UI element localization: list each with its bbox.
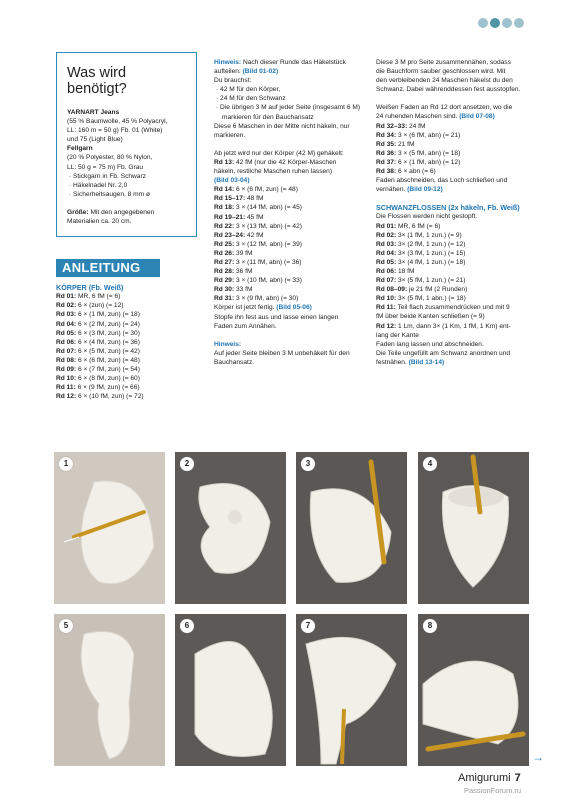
- image-ref: (Bild 07-08): [459, 113, 495, 121]
- step-number: 5: [59, 619, 73, 633]
- yarn-1-name: YARNART Jeans: [67, 109, 120, 116]
- need-item-text: 42 M für den Körper,: [220, 86, 281, 94]
- round-line: [56, 292, 196, 301]
- step-photo-5: [54, 614, 165, 766]
- koerper-rounds: [56, 292, 196, 401]
- step-photo-3: [296, 452, 407, 604]
- continue-arrow-icon: →: [532, 750, 544, 764]
- step-number: 3: [301, 457, 315, 471]
- schwanzflossen-heading: SCHWANZFLOSSEN (2x häkeln, Fb. Weiß): [376, 203, 520, 213]
- round-label: Rd 12:: [56, 393, 77, 401]
- indicator-dot: [502, 18, 512, 28]
- material-bullet-text: Sicherheitsaugen, 8 mm ø: [73, 190, 150, 198]
- round-text: 3× (3 fM, 1 zun.) (= 15): [396, 249, 466, 257]
- round-line: [376, 258, 526, 267]
- hinweis-2-label: Hinweis:: [214, 340, 242, 348]
- para-line: den verbleibenden 24 Maschen häkelst du den: [376, 77, 513, 85]
- round-line: [214, 222, 362, 231]
- yarn-2-line: LL: 50 g = 75 m) Fb. Grau: [67, 163, 144, 171]
- round-text: 6 × abn (= 6): [396, 168, 436, 176]
- round-line: [376, 294, 526, 303]
- step-number: 4: [423, 457, 437, 471]
- para-line: Die Teile ungefüllt am Schwanz anordnen und: [376, 349, 511, 357]
- round-label: Rd 07:: [56, 347, 77, 355]
- size-text: Mit den angegebenen: [88, 208, 155, 216]
- fertig-line: [214, 303, 362, 312]
- end-text: festnähen.: [376, 358, 409, 366]
- rd11: [376, 303, 526, 312]
- weiss-text: 24 ruhenden Maschen sind.: [376, 113, 460, 121]
- round-line: [376, 167, 526, 176]
- round-text: 3 × (11 fM, abn) (= 36): [234, 258, 302, 266]
- round-label: Rd 37:: [376, 158, 397, 166]
- page-number: 7: [514, 772, 521, 784]
- round-text: 3 × (6 fM, abn) (= 21): [396, 131, 461, 139]
- round-label: Rd 32–33:: [376, 122, 408, 130]
- page-footer: [458, 772, 521, 784]
- round-label: Rd 28:: [214, 268, 235, 276]
- round-label: Rd 01:: [376, 222, 397, 230]
- round-text: 6 × (7 fM, zun) (= 54): [76, 365, 140, 373]
- round-line: [376, 231, 526, 240]
- step-photo-8: [418, 614, 529, 766]
- round-text: 3× (5 fM, 1 abn.) (= 18): [396, 295, 466, 303]
- round-label: Rd 06:: [56, 338, 77, 346]
- material-bullet-text: Häkelnadel Nr. 2,0: [73, 181, 128, 189]
- round-line: [56, 392, 196, 401]
- column-body-instructions: [214, 58, 362, 367]
- round-label: Rd 07:: [376, 277, 397, 285]
- anleitung-banner: ANLEITUNG: [56, 259, 160, 277]
- round-line: [376, 240, 526, 249]
- round-label: Rd 04:: [376, 249, 397, 257]
- round-text: 6 × (4 fM, zun) (= 36): [76, 338, 140, 346]
- yarn-1-line: (55 % Baumwolle, 45 % Polyacryl,: [67, 118, 168, 126]
- round-text: 3× (5 fM, 1 zun.) (= 21): [396, 277, 466, 285]
- yarn-1-line: und 75 (Light Blue): [67, 136, 123, 144]
- hinweis-text: aufteilen.: [214, 68, 243, 76]
- round-line: [376, 222, 526, 231]
- step-photo-7: [296, 614, 407, 766]
- round-line: [376, 122, 526, 131]
- round-text: 3 × (5 fM, abn) (= 18): [396, 149, 461, 157]
- round-line: [214, 203, 362, 212]
- round-text: 3 × (13 fM, abn) (= 42): [234, 222, 302, 230]
- round-line: [214, 258, 362, 267]
- round-line: [56, 310, 196, 319]
- need-item: · 24 M für den Schwanz: [216, 95, 286, 103]
- need-item: · Die übrigen 3 M auf jeder Seite (insgesamt 6 M): [216, 104, 361, 112]
- round-label: Rd 01:: [56, 293, 77, 301]
- round-text: MR, 6 fM (= 6): [76, 293, 121, 301]
- materials-title: Was wird benötigt?: [67, 65, 127, 97]
- image-ref: (Bild 01-02): [242, 68, 279, 76]
- round-text: 45 fM: [245, 213, 264, 221]
- hinweis-1: [214, 58, 362, 67]
- round-label: Rd 02:: [376, 231, 397, 239]
- round-label: Rd 02:: [56, 302, 77, 310]
- round-label: Rd 09:: [56, 365, 77, 373]
- magazine-name: Amigurumi: [458, 772, 511, 784]
- round-label: Rd 36:: [376, 149, 397, 157]
- abschneiden-line: [376, 185, 526, 194]
- fertig-text: Körper ist jetzt fertig.: [214, 304, 277, 312]
- yarn-1-line: LL: 160 m = 50 g) Fb. 01 (White): [67, 127, 163, 135]
- round-line: [214, 213, 362, 222]
- round-text: 21 fM: [396, 140, 415, 148]
- step-photo-1: [54, 452, 165, 604]
- para-line: Bauchansatz.: [214, 358, 254, 366]
- round-label: Rd 08:: [56, 356, 77, 364]
- round-text: 6 × (zun) (= 12): [76, 302, 124, 310]
- round-label: Rd 11:: [56, 384, 76, 392]
- yarn-2-line: (20 % Polyester, 80 % Nylon,: [67, 154, 153, 162]
- size-line-2: Materialien ca. 20 cm.: [67, 218, 132, 226]
- round-line: [214, 267, 362, 276]
- round-line: [376, 131, 526, 140]
- du-brauchst: Du brauchst:: [214, 77, 252, 85]
- round-text: 24 fM: [407, 122, 426, 130]
- para-line: Diese 3 M pro Seite zusammennähen, sodass: [376, 59, 511, 66]
- step-number: 8: [423, 619, 437, 633]
- body-rounds: [214, 185, 362, 303]
- round-line: [376, 140, 526, 149]
- round-line: [376, 267, 526, 276]
- step-number: 2: [180, 457, 194, 471]
- hinweis-label: Hinweis:: [214, 59, 242, 66]
- size-line: [67, 208, 186, 217]
- round-text: 42 fM: [245, 231, 264, 239]
- step-photo-6: [175, 614, 286, 766]
- round-label: Rd 29:: [214, 277, 235, 285]
- material-bullet-text: Stickgarn in Fb. Schwarz: [73, 172, 146, 180]
- hinweis-1-cont: [214, 67, 362, 76]
- round-text: 18 fM: [396, 267, 415, 275]
- round-text: 6 × (5 fM, zun) (= 42): [76, 347, 140, 355]
- round-label: Rd 03:: [56, 311, 77, 319]
- round-text: je 21 fM (2 Runden): [407, 286, 468, 294]
- round-text: 3× (1 fM, 1 zun.) (= 9): [396, 231, 462, 239]
- round-label: Rd 03:: [376, 240, 397, 248]
- round-text: 6 × (2 fM, zun) (= 24): [76, 320, 140, 328]
- para-line: Faden lang lassen und abschneiden.: [376, 340, 484, 348]
- fin-rounds: [376, 222, 526, 304]
- round-text: 6 × (9 fM, zun) (= 66): [75, 384, 140, 392]
- round-label: Rd 10:: [376, 295, 397, 303]
- rd13-cont: häkeln, restliche Maschen ruhen lassen): [214, 168, 333, 176]
- round-label: Rd 35:: [376, 140, 397, 148]
- round-label: Rd 11:: [376, 304, 396, 312]
- round-text: 3 × (10 fM, abn) (= 33): [234, 277, 302, 285]
- round-text: 3× (2 fM, 1 zun.) (= 12): [396, 240, 466, 248]
- step-number: 1: [59, 457, 73, 471]
- round-text: 3× (4 fM, 1 zun.) (= 18): [396, 258, 466, 266]
- round-label: Rd 34:: [376, 131, 397, 139]
- round-text: 6 × (10 fM, zun) (= 72): [76, 393, 144, 401]
- section-indicator-dots: [478, 18, 524, 28]
- round-line: [214, 276, 362, 285]
- round-line: [56, 329, 196, 338]
- weiss-line: [376, 112, 526, 121]
- round-line: [214, 194, 362, 203]
- round-text: 39 fM: [234, 249, 253, 257]
- round-text: 6 × (6 fM, zun) (= 48): [76, 356, 140, 364]
- column-tail-instructions: [376, 58, 526, 367]
- round-label: Rd 25:: [214, 240, 235, 248]
- image-ref: (Bild 05-06): [276, 304, 312, 312]
- round-line: [214, 240, 362, 249]
- round-line: [376, 285, 526, 294]
- round-line: [214, 294, 362, 303]
- indicator-dot: [514, 18, 524, 28]
- yarn-2-name: Fellgarn: [67, 145, 93, 153]
- round-label: Rd 30:: [214, 286, 235, 294]
- material-bullet: · Stickgarn in Fb. Schwarz: [69, 172, 146, 180]
- round-text: 6 × (3 fM, zun) (= 30): [76, 329, 140, 337]
- para-line: Die Flossen werden nicht gestopft.: [376, 213, 478, 221]
- indicator-dot-active: [490, 18, 500, 28]
- round-label: Rd 26:: [214, 249, 235, 257]
- round-line: [376, 158, 526, 167]
- round-text: 3 × (12 fM, abn) (= 39): [234, 240, 302, 248]
- round-line: [214, 285, 362, 294]
- round-label: Rd 15–17:: [214, 195, 246, 203]
- round-line: [214, 249, 362, 258]
- round-line: [56, 356, 196, 365]
- round-line: [56, 365, 196, 374]
- round-text: 3 × (14 fM, abn) (= 45): [234, 204, 302, 212]
- round-label: Rd 19–21:: [214, 213, 246, 221]
- round-text: 33 fM: [234, 286, 253, 294]
- need-item-text: Die übrigen 3 M auf jeder Seite (insgesamt 6 M): [220, 104, 361, 112]
- end-line: [376, 358, 526, 367]
- para-line: die Bauchform sauber geschlossen wird. Mit: [376, 68, 506, 76]
- column-materials: [56, 52, 196, 401]
- need-item-text: 24 M für den Schwanz: [220, 95, 286, 103]
- round-label: Rd 27:: [214, 258, 235, 266]
- para-line: Weißen Faden an Rd 12 dort ansetzen, wo die: [376, 104, 513, 112]
- hinweis-text: Nach dieser Runde das Häkelstück: [241, 59, 346, 66]
- image-ref: (Bild 09-12): [407, 186, 443, 194]
- image-ref: (Bild 03-04): [214, 177, 250, 185]
- para-line: Stopfe ihn fest aus und lasse einen langen: [214, 313, 339, 321]
- round-label: Rd 12:: [376, 322, 397, 330]
- round-text: MR, 6 fM (= 6): [396, 222, 441, 230]
- need-item: · 42 M für den Körper,: [216, 86, 281, 94]
- round-line: [56, 374, 196, 383]
- para-line: Diese 6 Maschen in der Mitte nicht häkeln, nur: [214, 122, 350, 130]
- round-label: Rd 14:: [214, 186, 235, 194]
- para-line: Faden zum Annähen.: [214, 322, 277, 330]
- round-text: 6 × (1 fM, zun) (= 18): [76, 311, 140, 319]
- tail-rounds: [376, 122, 526, 177]
- round-text: 42 fM (nur die 42 Körper-Maschen: [234, 158, 337, 166]
- step-photo-2: [175, 452, 286, 604]
- round-line: [214, 231, 362, 240]
- round-line: [56, 338, 196, 347]
- round-text: 6 × (8 fM, zun) (= 60): [76, 375, 140, 383]
- round-label: Rd 05:: [376, 258, 397, 266]
- materials-box: [56, 52, 197, 237]
- para-line: Schwanz. Dabei währenddessen fest ausstopfen.: [376, 86, 521, 94]
- round-text: 48 fM: [245, 195, 264, 203]
- round-label: Rd 10:: [56, 375, 77, 383]
- abschneiden-text: vernähen.: [376, 186, 408, 194]
- step-photo-4: [418, 452, 529, 604]
- need-item-cont: markieren für den Bauchansatz: [222, 113, 314, 121]
- image-ref: (Bild 13-14): [408, 358, 445, 366]
- size-label: Größe:: [67, 208, 89, 216]
- round-text: 1 Lm, dann 3× (1 Km, 1 fM, 1 Km) ent-: [396, 322, 511, 330]
- watermark: PassionForum.ru: [464, 786, 522, 795]
- step-number: 7: [301, 619, 315, 633]
- para-line: markieren.: [214, 131, 246, 139]
- round-text: Teil flach zusammendrücken und mit 9: [395, 304, 510, 312]
- koerper-heading: KÖRPER (Fb. Weiß): [56, 283, 124, 293]
- round-line: [376, 249, 526, 258]
- round-label: Rd 38:: [376, 168, 397, 176]
- round-line: [376, 149, 526, 158]
- round-text: 36 fM: [234, 268, 253, 276]
- round-line: [214, 185, 362, 194]
- round-text: 3 × (9 fM, abn) (= 30): [234, 295, 299, 303]
- round-label: Rd 23–24:: [214, 231, 246, 239]
- step-number: 6: [180, 619, 194, 633]
- round-line: [376, 276, 526, 285]
- rd13: [214, 158, 362, 167]
- material-bullet: · Häkelnadel Nr. 2,0: [69, 181, 128, 189]
- round-label: Rd 31:: [214, 295, 235, 303]
- para-line: Auf jeder Seite bleiben 3 M unbehäkelt für den: [214, 349, 350, 357]
- round-line: [56, 347, 196, 356]
- round-line: [56, 320, 196, 329]
- round-line: [56, 301, 196, 310]
- para-line: Ab jetzt wird nur der Körper (42 M) gehäkelt:: [214, 149, 344, 157]
- round-label: Rd 06:: [376, 267, 397, 275]
- rd12: [376, 322, 526, 331]
- para-line: Faden abschneiden, das Loch schließen und: [376, 177, 508, 185]
- round-text: 6 × (1 fM, abn) (= 12): [396, 158, 461, 166]
- round-label: Rd 18:: [214, 204, 235, 212]
- round-label: Rd 04:: [56, 320, 77, 328]
- rd11-cont: fM über beide Kanten schließen (= 9): [376, 313, 485, 321]
- round-line: [56, 383, 196, 392]
- rd12-cont: lang der Kante: [376, 331, 419, 339]
- indicator-dot: [478, 18, 488, 28]
- round-text: 6 × (6 fM, zun) (= 48): [234, 186, 298, 194]
- material-bullet: · Sicherheitsaugen, 8 mm ø: [69, 190, 150, 198]
- round-label: Rd 05:: [56, 329, 77, 337]
- round-label: Rd 22:: [214, 222, 235, 230]
- round-label: Rd 08–09:: [376, 286, 408, 294]
- round-label: Rd 13:: [214, 158, 235, 166]
